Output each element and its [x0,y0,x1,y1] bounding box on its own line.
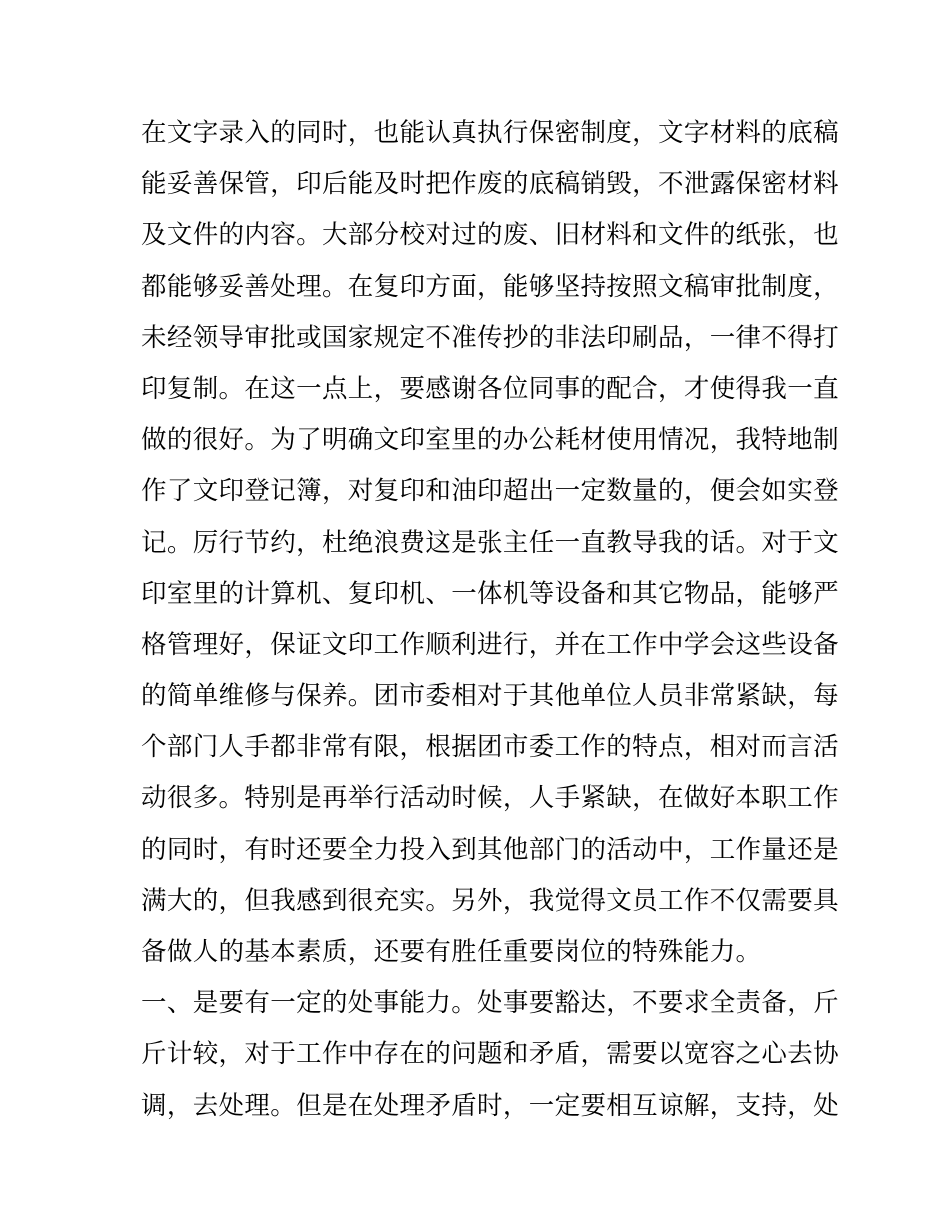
text-line: 印室里的计算机、复印机、一体机等设备和其它物品，能够严 [141,578,839,609]
text-line-paragraph-end: 备做人的基本素质，还要有胜任重要岗位的特殊能力。 [141,937,762,967]
text-line: 都能够妥善处理。在复印方面，能够坚持按照文稿审批制度， [141,271,839,302]
text-line: 调，去处理。但是在处理矛盾时，一定要相互谅解，支持，处 [141,1090,839,1121]
text-line: 作了文印登记簿，对复印和油印超出一定数量的，便会如实登 [141,476,839,507]
text-line: 在文字录入的同时，也能认真执行保密制度，文字材料的底稿 [141,118,839,148]
text-line: 斤计较，对于工作中存在的问题和矛盾，需要以宽容之心去协 [141,1039,839,1070]
text-line: 未经领导审批或国家规定不准传抄的非法印刷品，一律不得打 [141,322,839,353]
text-line: 格管理好，保证文印工作顺利进行，并在工作中学会这些设备 [141,629,839,660]
text-line: 及文件的内容。大部分校对过的废、旧材料和文件的纸张，也 [141,220,839,251]
document-body-text [141,108,839,1132]
text-line: 做的很好。为了明确文印室里的办公耗材使用情况，我特地制 [141,425,839,456]
text-line: 动很多。特别是再举行活动时候，人手紧缺，在做好本职工作 [141,783,839,814]
text-line: 的同时，有时还要全力投入到其他部门的活动中，工作量还是 [141,834,839,865]
text-line: 印复制。在这一点上，要感谢各位同事的配合，才使得我一直 [141,373,839,404]
text-line: 一、是要有一定的处事能力。处事要豁达，不要求全责备，斤 [141,988,839,1019]
text-line: 个部门人手都非常有限，根据团市委工作的特点，相对而言活 [141,732,839,763]
text-line: 满大的，但我感到很充实。另外，我觉得文员工作不仅需要具 [141,885,839,916]
text-line: 能妥善保管，印后能及时把作废的底稿销毁，不泄露保密材料 [141,169,839,200]
text-line: 的简单维修与保养。团市委相对于其他单位人员非常紧缺，每 [141,681,839,712]
text-line: 记。厉行节约，杜绝浪费这是张主任一直教导我的话。对于文 [141,527,839,558]
